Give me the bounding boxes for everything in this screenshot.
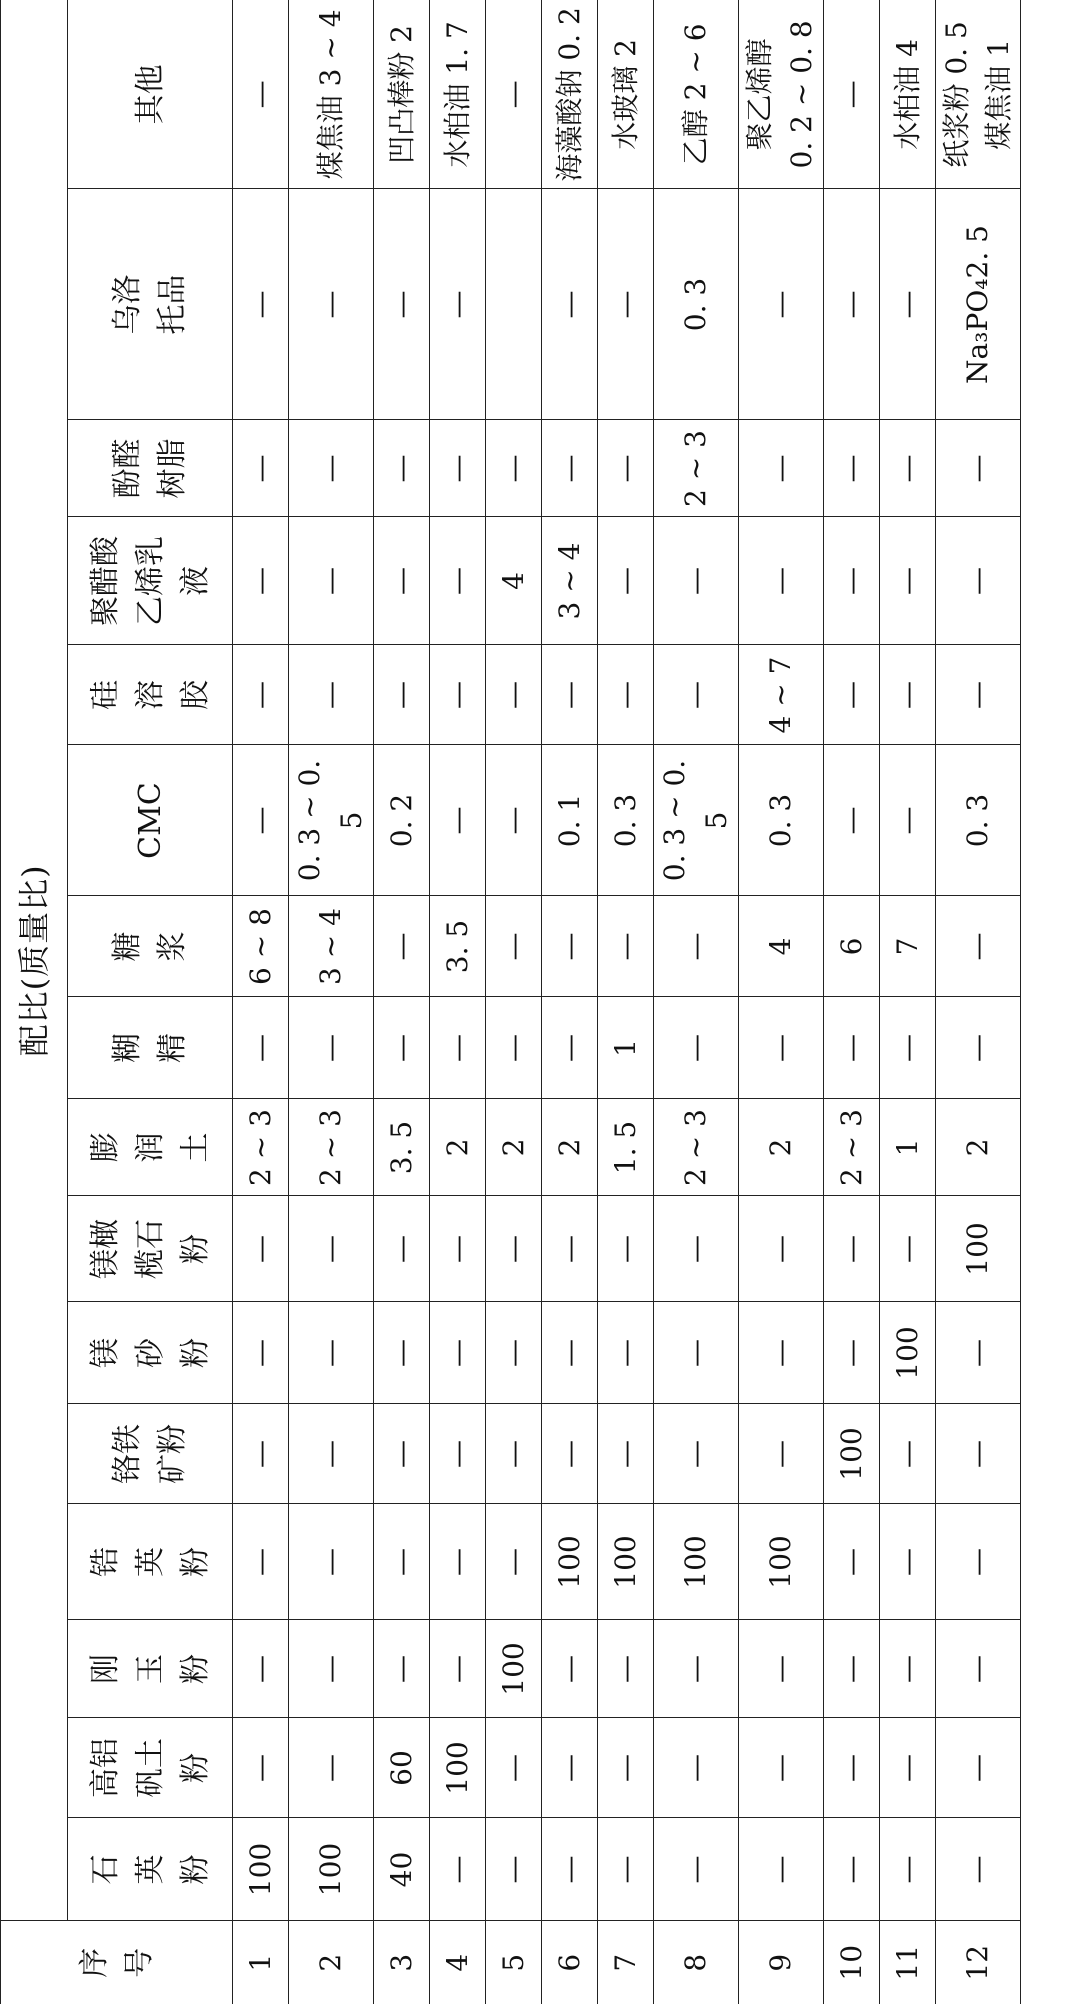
table-row: [598, 0, 654, 2004]
table-cell: —: [739, 1404, 824, 1504]
table-cell: —: [654, 997, 739, 1099]
table-cell: —: [739, 1302, 824, 1404]
table-cell: —: [542, 1620, 598, 1718]
column-header: CMC: [68, 745, 233, 896]
column-header: 聚醋酸 乙烯乳 液: [68, 517, 233, 645]
table-cell: —: [654, 1302, 739, 1404]
table-cell: 0. 3: [654, 189, 739, 420]
table-cell: 0. 3: [739, 745, 824, 896]
table-cell: —: [824, 1504, 880, 1620]
table-cell: 100: [233, 1818, 289, 1921]
table-cell: 乙醇 2 ~ 6: [654, 0, 739, 189]
table-cell: —: [880, 189, 936, 420]
row-number: 10: [824, 1921, 880, 2004]
table-cell: —: [542, 896, 598, 997]
table-cell: 煤焦油 3 ~ 4: [289, 0, 374, 189]
table-cell: 3. 5: [430, 896, 486, 997]
table-cell: 3. 5: [374, 1099, 430, 1196]
table-cell: 100: [486, 1620, 542, 1718]
table-cell: —: [936, 896, 1021, 997]
column-header: 刚 玉 粉: [68, 1620, 233, 1718]
table-cell: —: [598, 1404, 654, 1504]
table-cell: —: [598, 1302, 654, 1404]
table-cell: 2: [542, 1099, 598, 1196]
table-cell: —: [936, 1302, 1021, 1404]
table-cell: 100: [430, 1718, 486, 1818]
table-cell: —: [430, 1818, 486, 1921]
table-cell: —: [486, 896, 542, 997]
column-header: 酚醛 树脂: [68, 420, 233, 517]
table-cell: 4 ~ 7: [739, 645, 824, 745]
table-cell: —: [880, 1620, 936, 1718]
table-cell: 水柏油 1. 7: [430, 0, 486, 189]
table-cell: —: [486, 420, 542, 517]
table-cell: —: [542, 1404, 598, 1504]
column-header: 乌洛 托品: [68, 189, 233, 420]
ratio-header: 配比(质量比): [1, 0, 68, 1921]
table-cell: —: [824, 0, 880, 189]
table-cell: 水玻璃 2: [598, 0, 654, 189]
table-cell: —: [289, 1718, 374, 1818]
column-header: 高铝 矾土 粉: [68, 1718, 233, 1818]
table-cell: —: [374, 1404, 430, 1504]
column-header: 石 英 粉: [68, 1818, 233, 1921]
table-row: [486, 0, 542, 2004]
table-cell: —: [739, 189, 824, 420]
row-number: 9: [739, 1921, 824, 2004]
table-cell: —: [542, 645, 598, 745]
table-cell: —: [289, 1504, 374, 1620]
table-cell: —: [233, 1718, 289, 1818]
table-cell: —: [430, 1620, 486, 1718]
table-cell: —: [486, 997, 542, 1099]
column-header: 膨 润 土: [68, 1099, 233, 1196]
table-cell: —: [654, 1818, 739, 1921]
table-cell: Na₃PO₄2. 5: [936, 189, 1021, 420]
table-cell: —: [824, 745, 880, 896]
table-cell: —: [374, 997, 430, 1099]
table-cell: —: [430, 1196, 486, 1302]
table-cell: —: [486, 745, 542, 896]
row-number: 11: [880, 1921, 936, 2004]
table-cell: 水柏油 4: [880, 0, 936, 189]
table-cell: [486, 189, 542, 420]
table-cell: —: [486, 0, 542, 189]
table-cell: —: [374, 420, 430, 517]
table-cell: —: [598, 1196, 654, 1302]
row-number: 12: [936, 1921, 1021, 2004]
table-cell: —: [739, 517, 824, 645]
table-cell: —: [880, 645, 936, 745]
table-cell: —: [233, 420, 289, 517]
table-cell: 2 ~ 3: [654, 1099, 739, 1196]
table-cell: —: [542, 1302, 598, 1404]
table-cell: —: [233, 645, 289, 745]
column-header-row: [68, 0, 233, 2004]
table-cell: 0. 1: [542, 745, 598, 896]
serial-header: 序 号: [1, 1921, 233, 2004]
table-cell: —: [486, 1196, 542, 1302]
table-cell: —: [880, 745, 936, 896]
table-cell: —: [598, 1718, 654, 1818]
table-row: [739, 0, 824, 2004]
table-cell: 4: [486, 517, 542, 645]
row-number: 3: [374, 1921, 430, 2004]
table-cell: —: [233, 1404, 289, 1504]
table-cell: —: [430, 1302, 486, 1404]
table-cell: —: [598, 1620, 654, 1718]
column-header: 铬铁 矿粉: [68, 1404, 233, 1504]
table-cell: —: [289, 1196, 374, 1302]
table-cell: 纸浆粉 0. 5 煤焦油 1: [936, 0, 1021, 189]
table-cell: —: [542, 189, 598, 420]
table-cell: 1: [880, 1099, 936, 1196]
table-cell: 6 ~ 8: [233, 896, 289, 997]
table-cell: —: [824, 420, 880, 517]
column-header: 锆 英 粉: [68, 1504, 233, 1620]
row-number: 2: [289, 1921, 374, 2004]
table-cell: —: [289, 1620, 374, 1718]
table-cell: —: [824, 1818, 880, 1921]
table-cell: —: [430, 645, 486, 745]
table-cell: —: [430, 745, 486, 896]
table-row: [880, 0, 936, 2004]
table-cell: 聚乙烯醇 0. 2 ~ 0. 8: [739, 0, 824, 189]
table-cell: 0. 3: [598, 745, 654, 896]
table-cell: 2: [430, 1099, 486, 1196]
table-cell: —: [936, 1718, 1021, 1818]
table-cell: 2: [739, 1099, 824, 1196]
table-cell: —: [374, 189, 430, 420]
table-cell: —: [598, 517, 654, 645]
table-cell: —: [233, 1302, 289, 1404]
table-cell: —: [598, 896, 654, 997]
table-cell: —: [430, 997, 486, 1099]
table-cell: —: [430, 1404, 486, 1504]
table-cell: 2 ~ 3: [233, 1099, 289, 1196]
table-cell: 100: [542, 1504, 598, 1620]
table-cell: —: [289, 189, 374, 420]
column-header: 其他: [68, 0, 233, 189]
table-cell: —: [542, 420, 598, 517]
table-cell: 1: [598, 997, 654, 1099]
table-cell: —: [233, 1504, 289, 1620]
table-cell: —: [824, 997, 880, 1099]
table-cell: —: [289, 645, 374, 745]
table-cell: —: [598, 420, 654, 517]
table-cell: —: [936, 517, 1021, 645]
table-cell: —: [824, 1196, 880, 1302]
table-cell: —: [289, 1302, 374, 1404]
table-cell: —: [289, 517, 374, 645]
table-cell: —: [824, 517, 880, 645]
table-cell: —: [374, 1302, 430, 1404]
table-cell: —: [233, 0, 289, 189]
table-cell: —: [824, 1718, 880, 1818]
row-number: 5: [486, 1921, 542, 2004]
table-row: [289, 0, 374, 2004]
table-cell: —: [430, 517, 486, 645]
table-cell: —: [374, 517, 430, 645]
table-cell: —: [936, 1504, 1021, 1620]
table-cell: —: [233, 517, 289, 645]
column-header: 糖 浆: [68, 896, 233, 997]
table-cell: —: [739, 1620, 824, 1718]
table-cell: —: [936, 997, 1021, 1099]
table-cell: —: [654, 645, 739, 745]
table-cell: 0. 2: [374, 745, 430, 896]
table-cell: 4: [739, 896, 824, 997]
table-cell: 3 ~ 4: [289, 896, 374, 997]
table-cell: 40: [374, 1818, 430, 1921]
table-cell: —: [598, 189, 654, 420]
table-cell: —: [654, 1196, 739, 1302]
table-cell: —: [739, 997, 824, 1099]
table-cell: —: [374, 1620, 430, 1718]
table-row: [374, 0, 430, 2004]
column-header: 镁 砂 粉: [68, 1302, 233, 1404]
table-cell: —: [486, 1818, 542, 1921]
table-cell: —: [654, 517, 739, 645]
table-cell: 100: [654, 1504, 739, 1620]
table-cell: —: [880, 1818, 936, 1921]
table-cell: 2 ~ 3: [289, 1099, 374, 1196]
table-cell: —: [289, 997, 374, 1099]
table-cell: —: [233, 1196, 289, 1302]
table-cell: —: [486, 1404, 542, 1504]
table-cell: —: [824, 1302, 880, 1404]
table-cell: —: [654, 896, 739, 997]
table-cell: —: [739, 1818, 824, 1921]
table-cell: —: [233, 997, 289, 1099]
table-cell: —: [739, 1196, 824, 1302]
table-cell: —: [880, 420, 936, 517]
row-number: 7: [598, 1921, 654, 2004]
table-cell: 0. 3 ~ 0. 5: [654, 745, 739, 896]
table-cell: —: [824, 189, 880, 420]
table-cell: 海藻酸钠 0. 2: [542, 0, 598, 189]
table-cell: —: [542, 997, 598, 1099]
table-cell: —: [654, 1620, 739, 1718]
table-cell: —: [374, 645, 430, 745]
table-cell: —: [880, 997, 936, 1099]
table-cell: 2: [936, 1099, 1021, 1196]
table-body: [233, 0, 1021, 2004]
table-cell: —: [880, 1718, 936, 1818]
table-cell: —: [936, 645, 1021, 745]
table-cell: 100: [598, 1504, 654, 1620]
table-cell: —: [880, 1504, 936, 1620]
table-cell: —: [486, 1718, 542, 1818]
table-row: [233, 0, 289, 2004]
table-cell: —: [374, 1196, 430, 1302]
row-number: 4: [430, 1921, 486, 2004]
table-cell: —: [654, 1718, 739, 1818]
table-cell: —: [880, 1404, 936, 1504]
table-cell: —: [739, 420, 824, 517]
table-row: [654, 0, 739, 2004]
table-cell: —: [880, 1196, 936, 1302]
table-cell: —: [430, 1504, 486, 1620]
table-cell: —: [824, 645, 880, 745]
table-cell: 100: [880, 1302, 936, 1404]
table-cell: —: [430, 189, 486, 420]
table-cell: 7: [880, 896, 936, 997]
table-row: [824, 0, 880, 2004]
table-cell: —: [936, 420, 1021, 517]
table-cell: —: [598, 1818, 654, 1921]
table-cell: 2 ~ 3: [824, 1099, 880, 1196]
table-cell: 100: [289, 1818, 374, 1921]
table-cell: —: [374, 896, 430, 997]
table-cell: —: [486, 645, 542, 745]
table-cell: —: [542, 1818, 598, 1921]
row-number: 6: [542, 1921, 598, 2004]
table-cell: —: [374, 1504, 430, 1620]
table-cell: —: [824, 1620, 880, 1718]
table-cell: —: [654, 1404, 739, 1504]
table-cell: —: [936, 1620, 1021, 1718]
row-number: 1: [233, 1921, 289, 2004]
table-cell: 1. 5: [598, 1099, 654, 1196]
table-cell: —: [430, 420, 486, 517]
column-header: 硅 溶 胶: [68, 645, 233, 745]
table-cell: —: [936, 1818, 1021, 1921]
table-cell: —: [233, 745, 289, 896]
table-row: [542, 0, 598, 2004]
table-cell: —: [289, 1404, 374, 1504]
table-cell: —: [880, 517, 936, 645]
table-cell: 凹凸棒粉 2: [374, 0, 430, 189]
table-cell: 100: [936, 1196, 1021, 1302]
column-header: 糊 精: [68, 997, 233, 1099]
table-cell: —: [233, 189, 289, 420]
table-cell: —: [739, 1718, 824, 1818]
table-cell: 0. 3: [936, 745, 1021, 896]
table-cell: 0. 3 ~ 0. 5: [289, 745, 374, 896]
table-cell: —: [233, 1620, 289, 1718]
table-cell: 2 ~ 3: [654, 420, 739, 517]
table-row: [430, 0, 486, 2004]
table-cell: —: [542, 1718, 598, 1818]
table-cell: 100: [739, 1504, 824, 1620]
table-cell: 60: [374, 1718, 430, 1818]
table-cell: —: [289, 420, 374, 517]
table-cell: 6: [824, 896, 880, 997]
table-row: [936, 0, 1021, 2004]
table-cell: —: [486, 1504, 542, 1620]
row-number: 8: [654, 1921, 739, 2004]
table-cell: 3 ~ 4: [542, 517, 598, 645]
table-cell: —: [936, 1404, 1021, 1504]
table-cell: —: [598, 645, 654, 745]
table-cell: 2: [486, 1099, 542, 1196]
table-cell: —: [486, 1302, 542, 1404]
table-cell: 100: [824, 1404, 880, 1504]
column-header: 镁橄 榄石 粉: [68, 1196, 233, 1302]
table-cell: —: [542, 1196, 598, 1302]
